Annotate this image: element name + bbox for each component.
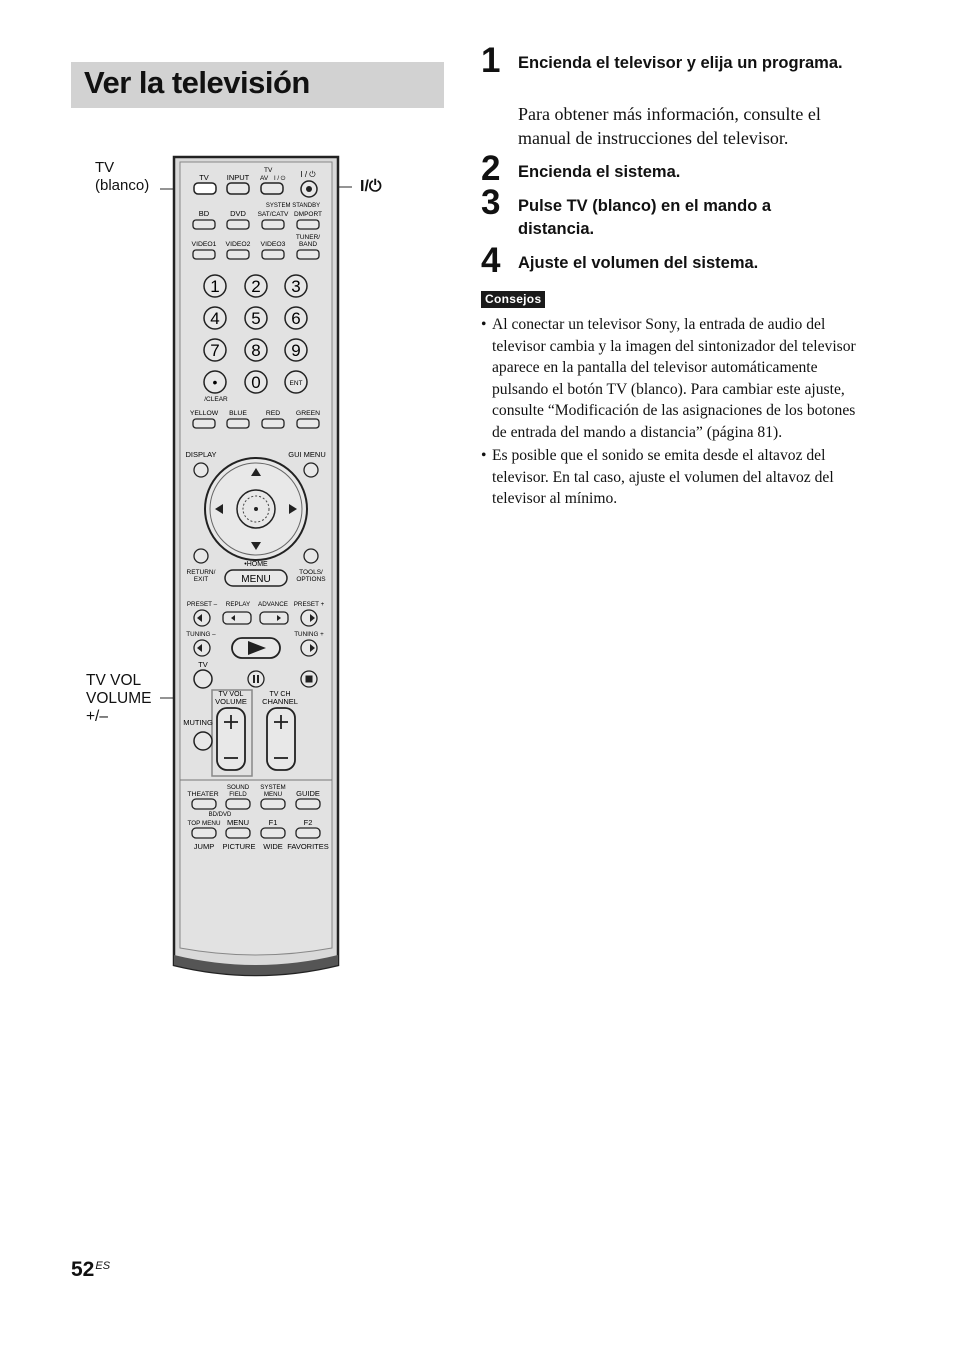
svg-text:PRESET –: PRESET –: [186, 601, 218, 608]
svg-text:3: 3: [291, 277, 301, 296]
svg-text:9: 9: [291, 341, 301, 360]
svg-text:PRESET +: PRESET +: [293, 601, 325, 608]
svg-text:6: 6: [291, 309, 301, 328]
step-number-3: 3: [481, 183, 501, 222]
svg-text:TV: TV: [198, 660, 208, 669]
svg-text:VIDEO3: VIDEO3: [260, 241, 286, 248]
gui-menu-label: GUI MENU: [288, 450, 326, 459]
svg-text:SAT/CATV: SAT/CATV: [257, 211, 289, 218]
svg-text:TUNING +: TUNING +: [294, 631, 324, 638]
svg-text:/CLEAR: /CLEAR: [204, 396, 228, 403]
svg-text:TUNING –: TUNING –: [186, 631, 216, 638]
callout-volume-line1: TV VOL: [86, 672, 142, 689]
svg-text:BLUE: BLUE: [229, 410, 247, 417]
callout-tv-line2: (blanco): [95, 177, 150, 194]
step-heading-2: Encienda el sistema.: [518, 163, 681, 181]
svg-text:TV CH: TV CH: [269, 691, 291, 698]
svg-text:AV: AV: [260, 175, 269, 182]
svg-text:TV VOL: TV VOL: [218, 691, 244, 698]
svg-text:•HOME: •HOME: [244, 561, 268, 568]
svg-text:ADVANCE: ADVANCE: [258, 601, 288, 608]
step-number-2: 2: [481, 149, 501, 188]
svg-text:FIELD: FIELD: [229, 791, 247, 798]
step-heading-4: Ajuste el volumen del sistema.: [518, 254, 759, 272]
svg-text:SYSTEM: SYSTEM: [260, 784, 286, 791]
svg-text:BAND: BAND: [298, 241, 318, 248]
svg-text:VOLUME: VOLUME: [215, 697, 247, 706]
svg-text:EXIT: EXIT: [193, 576, 209, 583]
svg-text:TOP MENU: TOP MENU: [187, 820, 221, 827]
svg-text:I / ⏻: I / ⏻: [300, 170, 316, 179]
tip-text: Es posible que el sonido se emita desde el altavoz del televisor. En tal caso, ajuste el volumen del altavoz del televisor al mínimo.: [492, 447, 834, 507]
svg-text:YELLOW: YELLOW: [189, 410, 219, 417]
svg-text:F1: F1: [268, 818, 278, 827]
svg-text:MENU: MENU: [226, 818, 250, 827]
svg-text:SOUND: SOUND: [226, 784, 250, 791]
svg-text:MENU: MENU: [241, 574, 271, 585]
svg-text:5: 5: [251, 309, 261, 328]
step-number-4: 4: [481, 241, 501, 280]
svg-text:INPUT: INPUT: [226, 173, 250, 182]
tip-item: [481, 445, 861, 510]
svg-text:MUTING: MUTING: [183, 718, 213, 727]
svg-text:OPTIONS: OPTIONS: [296, 576, 326, 583]
svg-text:TUNER/: TUNER/: [295, 234, 321, 241]
page-number-value: 52: [71, 1258, 95, 1281]
svg-text:FAVORITES: FAVORITES: [287, 842, 329, 851]
svg-text:MENU: MENU: [263, 791, 283, 798]
svg-text:RETURN/: RETURN/: [186, 569, 216, 576]
step-body-1: Para obtener más información, consulte el manual de instrucciones del televisor.: [518, 104, 821, 148]
svg-text:•: •: [212, 374, 218, 390]
svg-text:TV: TV: [199, 173, 209, 182]
tips-badge: Consejos: [481, 291, 545, 308]
svg-text:RED: RED: [265, 410, 281, 417]
svg-text:8: 8: [251, 341, 261, 360]
step-heading-3: Pulse TV (blanco) en el mando a distancia.: [518, 197, 772, 238]
step-heading-1: Encienda el televisor y elija un programa.: [518, 54, 843, 72]
svg-text:4: 4: [210, 309, 220, 328]
bullet-dot: •: [481, 447, 487, 464]
callout-volume-line3: +/–: [86, 708, 108, 725]
svg-text:TV: TV: [264, 167, 273, 174]
callout-volume-line2: VOLUME: [86, 690, 152, 707]
step-number-1: 1: [481, 41, 501, 80]
svg-text:0: 0: [251, 373, 261, 392]
svg-text:VIDEO1: VIDEO1: [191, 241, 217, 248]
svg-text:CHANNEL: CHANNEL: [262, 697, 298, 706]
tips-list: [481, 314, 861, 512]
volume-rocker: [217, 708, 245, 770]
svg-text:2: 2: [251, 277, 261, 296]
callout-tv-line1: TV: [95, 159, 115, 176]
svg-text:GUIDE: GUIDE: [296, 789, 320, 798]
tip-item: [481, 314, 861, 443]
svg-text:BD: BD: [198, 209, 210, 218]
svg-text:REPLAY: REPLAY: [225, 601, 251, 608]
tip-text: Al conectar un televisor Sony, la entrada de audio del televisor cambia y la imagen del sintonizador del televisor aparece en la pantalla del televisor automáticamente pulsando el botón TV (blanco). Para cambiar este ajuste, consulte “Modificación de las asignaciones de los botones de entrada del mando a distancia” (página 81).: [492, 316, 856, 441]
system-standby-label: SYSTEM STANDBY: [265, 203, 321, 209]
display-label: DISPLAY: [185, 450, 217, 459]
channel-rocker: [267, 708, 295, 770]
svg-text:DMPORT: DMPORT: [293, 211, 323, 218]
svg-text:BD/DVD: BD/DVD: [208, 812, 232, 818]
power-button: [300, 170, 317, 197]
svg-text:PICTURE: PICTURE: [222, 842, 256, 851]
svg-text:7: 7: [210, 341, 220, 360]
menu-button: [225, 570, 287, 586]
d-pad: [205, 458, 307, 560]
svg-text:JUMP: JUMP: [193, 842, 215, 851]
bullet-dot: •: [481, 316, 487, 333]
svg-text:THEATER: THEATER: [187, 791, 219, 798]
svg-text:I / ⏻: I / ⏻: [274, 176, 286, 182]
svg-text:TOOLS/: TOOLS/: [299, 569, 323, 576]
svg-text:DVD: DVD: [230, 209, 246, 218]
svg-text:1: 1: [210, 277, 220, 296]
page-number-suffix: ES: [95, 1260, 111, 1272]
svg-text:ENT: ENT: [289, 380, 303, 387]
input-button: [227, 173, 250, 194]
callout-power-text: I/⏻: [360, 178, 382, 195]
svg-text:WIDE: WIDE: [263, 842, 283, 851]
page-number: [71, 1258, 110, 1282]
svg-text:F2: F2: [303, 818, 313, 827]
svg-text:GREEN: GREEN: [295, 410, 321, 417]
page-title: Ver la televisión: [84, 65, 310, 100]
svg-text:VIDEO2: VIDEO2: [225, 241, 251, 248]
